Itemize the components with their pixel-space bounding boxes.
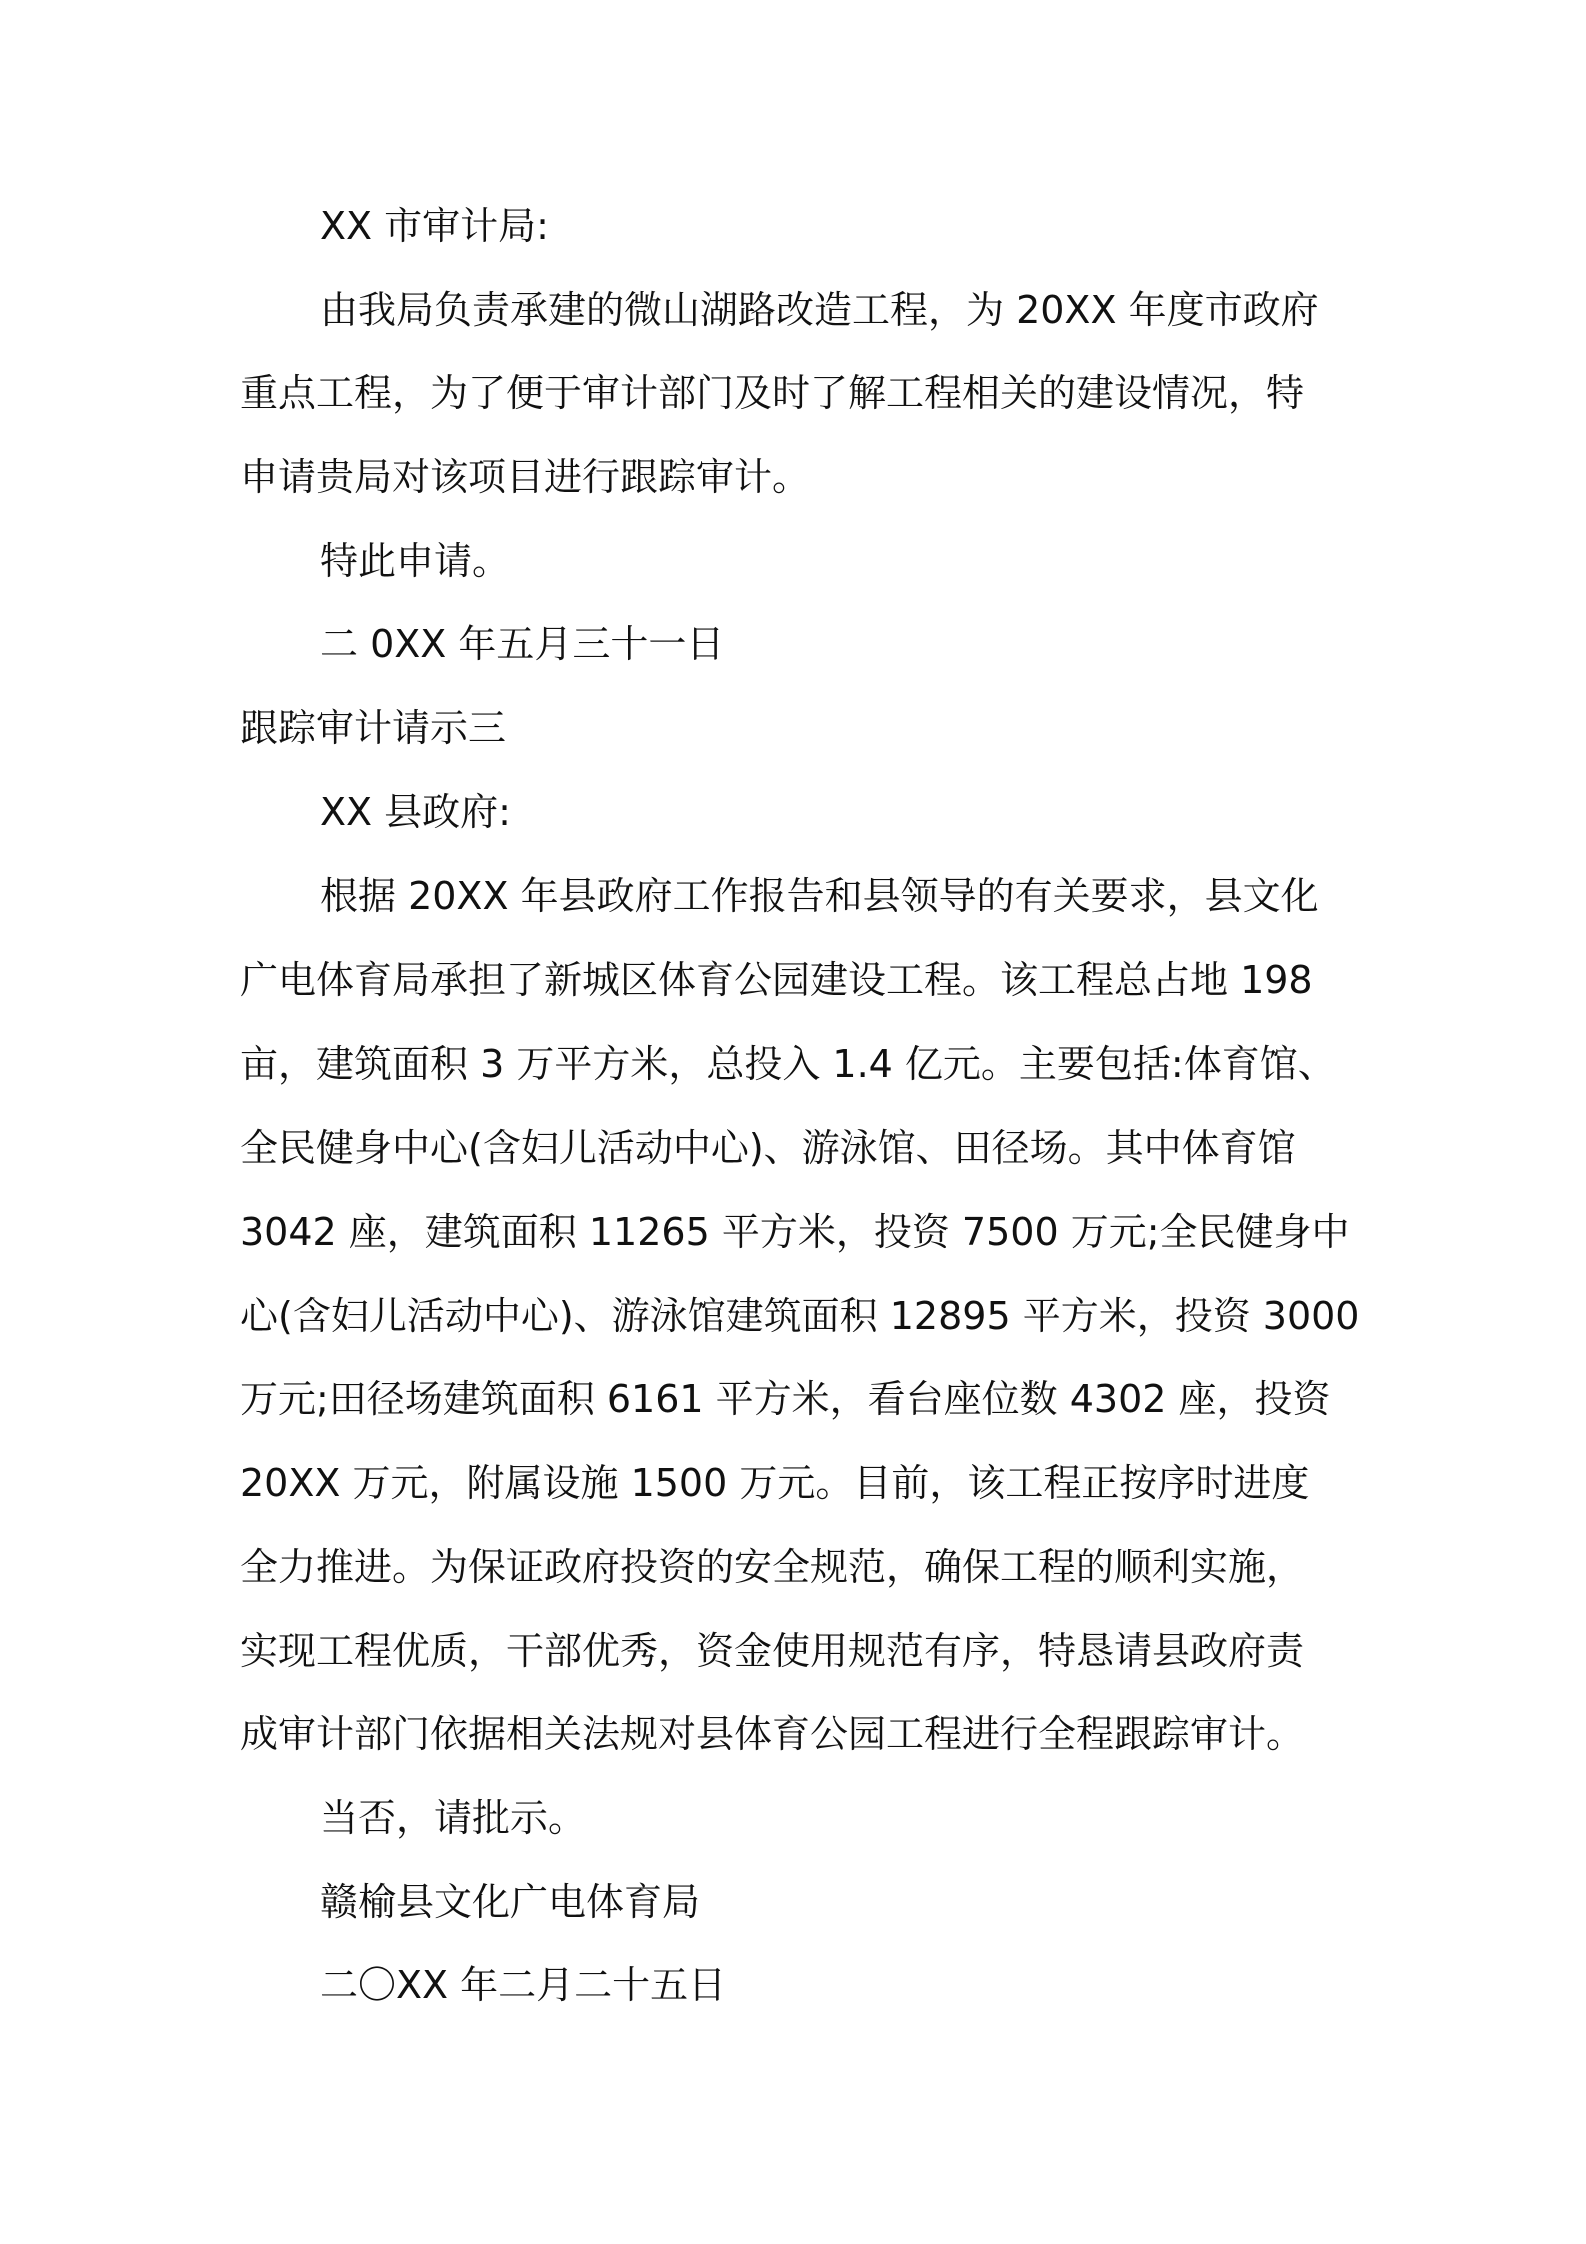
body-paragraph-1-line-1: 由我局负责承建的微山湖路改造工程，为 20XX 年度市政府 — [320, 288, 1319, 332]
salutation-audit-bureau: XX 市审计局: — [320, 204, 549, 248]
closing-request: 特此申请。 — [320, 539, 511, 583]
body-paragraph-2-line-10: 实现工程优质，干部优秀，资金使用规范有序，特恳请县政府责 — [240, 1629, 1305, 1673]
body-paragraph-2-line-4: 全民健身中心(含妇儿活动中心)、游泳馆、田径场。其中体育馆 — [240, 1126, 1296, 1170]
date-line-1: 二 0XX 年五月三十一日 — [320, 622, 725, 666]
body-paragraph-1-line-3: 申请贵局对该项目进行跟踪审计。 — [240, 455, 811, 499]
section-heading: 跟踪审计请示三 — [240, 706, 507, 750]
body-paragraph-2-line-2: 广电体育局承担了新城区体育公园建设工程。该工程总占地 198 — [240, 958, 1313, 1002]
signatory-bureau: 赣榆县文化广电体育局 — [320, 1880, 701, 1924]
body-paragraph-2-line-5: 3042 座，建筑面积 11265 平方米，投资 7500 万元;全民健身中 — [240, 1210, 1350, 1254]
body-paragraph-2-line-1: 根据 20XX 年县政府工作报告和县领导的有关要求，县文化 — [320, 874, 1319, 918]
closing-instruction: 当否，请批示。 — [320, 1796, 587, 1840]
body-paragraph-2-line-8: 20XX 万元，附属设施 1500 万元。目前，该工程正按序时进度 — [240, 1461, 1310, 1505]
body-paragraph-1-line-2: 重点工程，为了便于审计部门及时了解工程相关的建设情况，特 — [240, 371, 1305, 415]
body-paragraph-2-line-11: 成审计部门依据相关法规对县体育公园工程进行全程跟踪审计。 — [240, 1712, 1305, 1756]
body-paragraph-2-line-9: 全力推进。为保证政府投资的安全规范，确保工程的顺利实施， — [240, 1545, 1305, 1589]
date-line-2: 二〇XX 年二月二十五日 — [320, 1963, 727, 2007]
body-paragraph-2-line-6: 心(含妇儿活动中心)、游泳馆建筑面积 12895 平方米，投资 3000 — [240, 1294, 1360, 1338]
body-paragraph-2-line-3: 亩，建筑面积 3 万平方米，总投入 1.4 亿元。主要包括:体育馆、 — [240, 1042, 1336, 1086]
salutation-county-government: XX 县政府: — [320, 790, 511, 834]
body-paragraph-2-line-7: 万元;田径场建筑面积 6161 平方米，看台座位数 4302 座，投资 — [240, 1377, 1331, 1421]
